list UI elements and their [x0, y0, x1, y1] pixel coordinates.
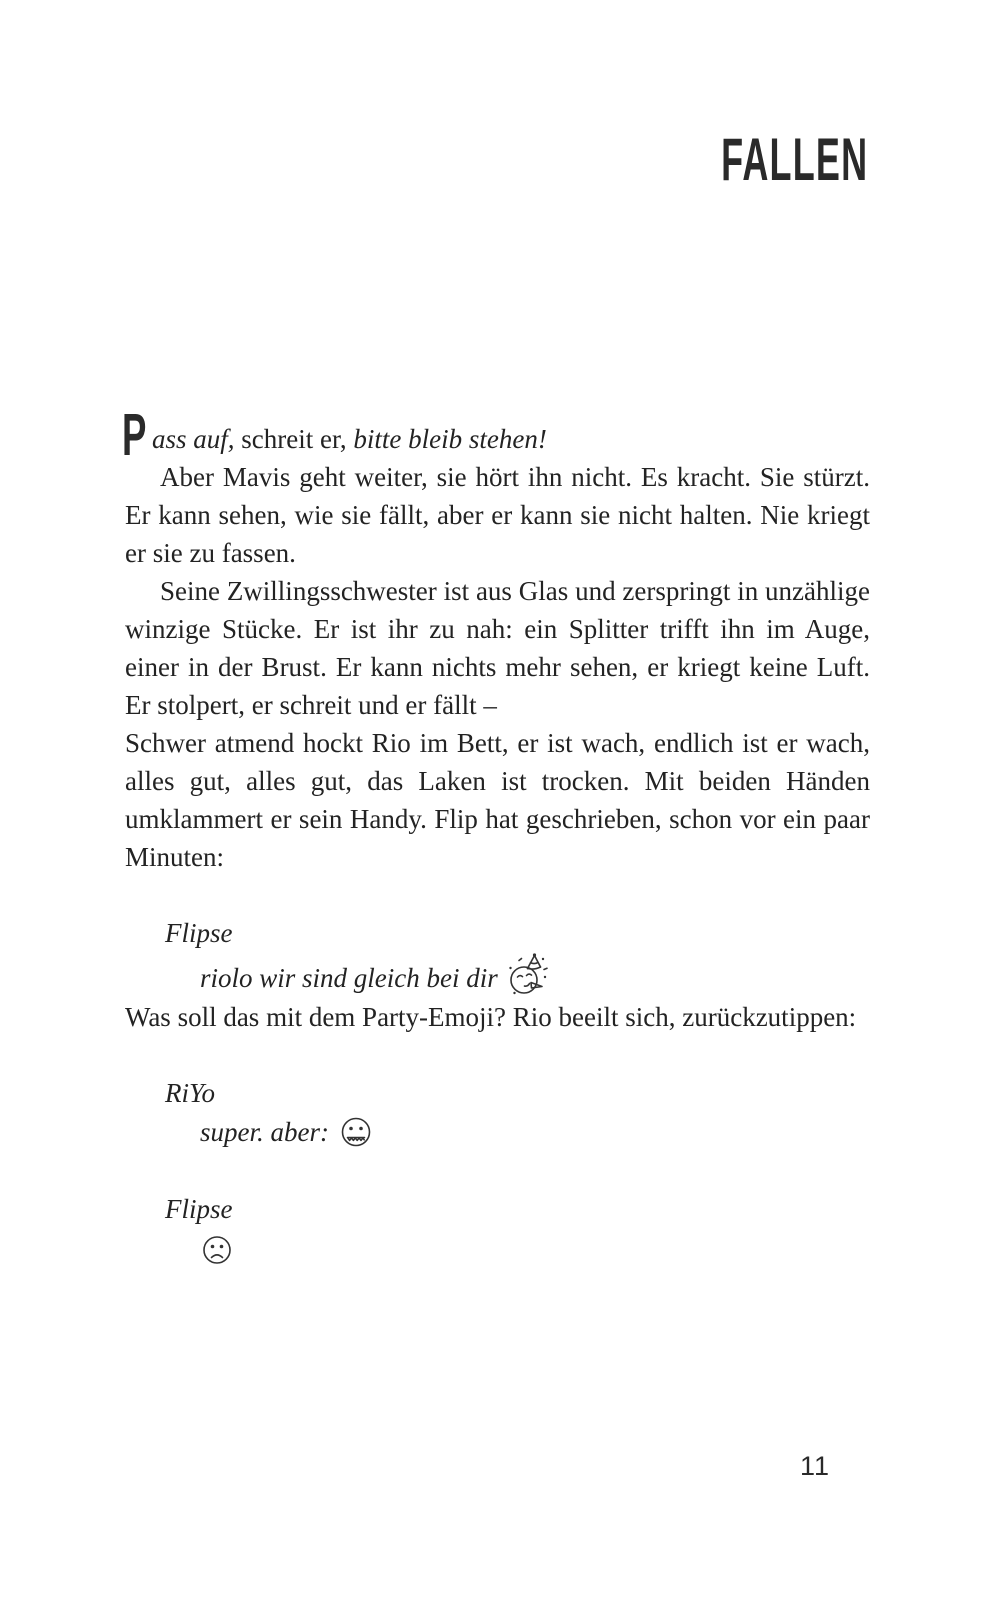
paragraph-4: Was soll das mit dem Party-Emoji? Rio beeilt sich, zurückzutippen:: [125, 1002, 857, 1032]
party-face-emoji: [505, 952, 549, 998]
opening-roman-mid: schreit er,: [234, 424, 354, 454]
chat-block-3: [125, 1190, 870, 1267]
opening-italic-lead: ass auf,: [152, 424, 235, 454]
chat-sender: RiYo: [165, 1078, 216, 1108]
chat-block-2: [125, 1074, 870, 1152]
chat-block-1: [125, 914, 870, 998]
chapter-title: FALLEN: [720, 126, 868, 193]
chat-sender: Flipse: [165, 918, 233, 948]
opening-paragraph: [122, 402, 870, 468]
paragraph-2: Seine Zwillingsschwester ist aus Glas und zerspringt in unzählige winzige Stücke. Er ist ihr zu nah: ein Splitter trifft ihn im Auge, einer in der Brust. Er kann nichts mehr sehen, er kriegt keine Luft. Er stolpert, er schreit und er fällt –: [125, 576, 870, 720]
zipper-mouth-face-emoji: [336, 1112, 376, 1152]
chat-message: riolo wir sind gleich bei dir: [200, 952, 870, 998]
frowning-face-emoji: [200, 1233, 234, 1267]
paragraph-3: Schwer atmend hockt Rio im Bett, er ist wach, endlich ist er wach, alles gut, alles gut, das Laken ist trocken. Mit beiden Händen umklammert er sein Handy. Flip hat geschrieben, schon vor ein paar Minuten:: [125, 728, 870, 872]
page-number: 11: [800, 1451, 831, 1481]
dropcap-initial: P: [122, 402, 147, 468]
chat-message: super. aber:: [200, 1112, 870, 1152]
chat-message: [200, 1228, 870, 1267]
chat-sender: Flipse: [165, 1194, 233, 1224]
paragraph-1: Aber Mavis geht weiter, sie hört ihn nicht. Es kracht. Sie stürzt. Er kann sehen, wie sie fällt, aber er kann sie nicht halten. Nie kriegt er sie zu fassen.: [125, 462, 870, 568]
text-column: [122, 402, 870, 1267]
opening-italic-end: bitte bleib stehen!: [353, 424, 547, 454]
